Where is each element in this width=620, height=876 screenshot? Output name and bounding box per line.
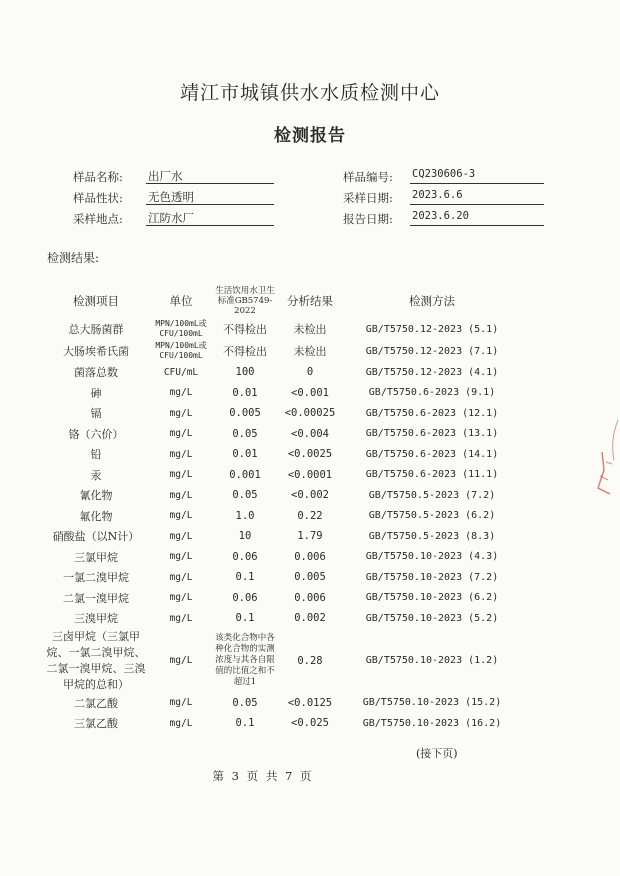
sample-no-label: 样品编号:: [343, 170, 393, 184]
cell-method: GB/T5750.12-2023 (5.1): [365, 323, 499, 335]
cell-unit: mg/L: [169, 407, 193, 419]
cell-unit: mg/L: [169, 612, 193, 624]
cell-item: 总大肠菌群: [68, 323, 124, 336]
cell-standard: 100: [235, 366, 255, 379]
cell-unit: mg/L: [169, 448, 193, 460]
cell-standard: 1.0: [235, 509, 255, 522]
cell-method: GB/T5750.5-2023 (8.3): [368, 530, 496, 542]
cell-standard: 0.1: [235, 717, 255, 730]
cell-result: 0.005: [294, 571, 326, 584]
cell-item: 砷: [90, 386, 102, 400]
cell-unit: mg/L: [169, 469, 193, 481]
cell-result: <0.0001: [287, 468, 333, 481]
table-row: [43, 547, 521, 568]
cell-standard: 不得检出: [223, 323, 267, 336]
results-section-label: 检测结果:: [47, 251, 100, 265]
cell-item: 三氯乙酸: [74, 717, 118, 731]
table-row: [43, 629, 521, 693]
header-result: 分析结果: [287, 294, 333, 308]
cell-method: GB/T5750.10-2023 (5.2): [365, 612, 499, 624]
cell-method: GB/T5750.10-2023 (1.2): [365, 655, 499, 666]
header-unit: 单位: [169, 294, 193, 308]
table-row: [43, 362, 521, 383]
table-row: [43, 424, 521, 445]
cell-method: GB/T5750.10-2023 (4.3): [365, 551, 499, 563]
cell-result: <0.0025: [287, 448, 333, 461]
cell-item: 一氯二溴甲烷: [63, 571, 129, 585]
table-row: [43, 526, 521, 547]
sample-no-value: CQ230606-3: [410, 168, 544, 184]
cell-result: 0.22: [297, 509, 323, 522]
page-number: 第 3 页 共 7 页: [212, 769, 314, 783]
cell-result: <0.025: [291, 717, 329, 730]
cell-unit: MPN/100mL或CFU/100mL: [155, 341, 207, 360]
results-table: [43, 284, 521, 734]
cell-result: 未检出: [293, 323, 327, 336]
table-row: [43, 403, 521, 424]
cell-item: 氰化物: [79, 489, 113, 503]
cell-result: 0.002: [294, 612, 326, 625]
sampling-place-value: 江防水厂: [146, 210, 274, 226]
cell-standard: 该类化合物中各种化合物的实测浓度与其各自限值的比值之和不超过1: [215, 633, 275, 687]
cell-result: <0.004: [291, 427, 329, 440]
cell-method: GB/T5750.6-2023 (9.1): [368, 387, 496, 399]
cell-unit: CFU/mL: [163, 366, 199, 378]
cell-method: GB/T5750.5-2023 (6.2): [368, 510, 496, 522]
cell-result: <0.00025: [284, 407, 336, 420]
cell-unit: mg/L: [169, 428, 193, 440]
cell-method: GB/T5750.10-2023 (6.2): [365, 592, 499, 604]
cell-method: GB/T5750.6-2023 (12.1): [365, 407, 499, 419]
report-date-label: 报告日期:: [343, 212, 393, 226]
header-method: 检测方法: [409, 294, 455, 308]
sample-name-label: 样品名称:: [73, 170, 123, 184]
cell-standard: 0.05: [232, 696, 258, 709]
table-row: [43, 444, 521, 465]
cell-standard: 0.05: [232, 427, 258, 440]
table-row: [43, 383, 521, 404]
cell-standard: 不得检出: [223, 345, 267, 358]
cell-item: 菌落总数: [74, 366, 118, 380]
cell-result: <0.001: [291, 386, 329, 399]
cell-unit: mg/L: [169, 571, 193, 583]
cell-result: 0.006: [294, 591, 326, 604]
cell-method: GB/T5750.6-2023 (13.1): [365, 428, 499, 440]
cell-result: <0.002: [291, 489, 329, 502]
cell-item: 氟化物: [79, 509, 113, 523]
cell-unit: mg/L: [169, 697, 193, 709]
sampling-date-label: 采样日期:: [343, 191, 393, 205]
cell-standard: 0.1: [235, 571, 255, 584]
cell-item: 铅: [90, 448, 102, 462]
report-title: 检测报告: [274, 126, 346, 146]
sampling-date-value: 2023.6.6: [410, 189, 544, 205]
cell-item: 二氯乙酸: [74, 696, 118, 710]
sample-trait-value: 无色透明: [146, 189, 274, 205]
cell-method: GB/T5750.12-2023 (7.1): [365, 345, 499, 357]
header-item: 检测项目: [73, 294, 119, 308]
table-row: [43, 588, 521, 609]
cell-standard: 0.1: [235, 612, 255, 625]
cell-unit: mg/L: [169, 489, 193, 501]
cell-standard: 0.05: [232, 489, 258, 502]
cell-method: GB/T5750.5-2023 (7.2): [368, 489, 496, 501]
continued-note: (接下页): [416, 747, 458, 760]
cell-standard: 0.06: [232, 591, 258, 604]
cell-result: 未检出: [293, 345, 327, 358]
cell-unit: mg/L: [169, 387, 193, 399]
cell-unit: MPN/100mL或CFU/100mL: [155, 319, 207, 338]
cell-result: 0.28: [297, 654, 323, 667]
table-row: [43, 713, 521, 734]
cell-standard: 0.06: [232, 550, 258, 563]
table-row: [43, 506, 521, 527]
cell-standard: 10: [238, 530, 252, 543]
cell-item: 二氯一溴甲烷: [63, 591, 129, 605]
cell-method: GB/T5750.10-2023 (7.2): [365, 571, 499, 583]
cell-unit: mg/L: [169, 530, 193, 542]
cell-item: 三溴甲烷: [74, 612, 118, 626]
cell-unit: mg/L: [169, 592, 193, 604]
header-standard: 生活饮用水卫生标准GB5749-2022: [215, 286, 275, 316]
cell-item: 铬（六价）: [68, 427, 124, 441]
cell-standard: 0.001: [229, 468, 261, 481]
cell-method: GB/T5750.12-2023 (4.1): [365, 366, 499, 378]
table-row: [43, 485, 521, 506]
table-row: [43, 693, 521, 714]
cell-standard: 0.005: [229, 407, 261, 420]
cell-standard: 0.01: [232, 386, 258, 399]
cell-item: 三卤甲烷（三氯甲烷、一氯二溴甲烷、二氯一溴甲烷、三溴甲烷的总和）: [46, 629, 146, 691]
table-row: [43, 567, 521, 588]
cell-item: 硝酸盐（以N计）: [52, 530, 140, 544]
cell-item: 汞: [90, 468, 102, 482]
cell-standard: 0.01: [232, 448, 258, 461]
cell-method: GB/T5750.10-2023 (15.2): [362, 697, 502, 709]
cell-item: 大肠埃希氏菌: [63, 345, 129, 358]
sample-trait-label: 样品性状:: [73, 191, 123, 205]
cell-item: 三氯甲烷: [74, 550, 118, 564]
seal-stamp-fragment-icon: [588, 400, 620, 510]
cell-result: 0: [306, 366, 314, 379]
table-row: [43, 465, 521, 486]
cell-unit: mg/L: [169, 551, 193, 563]
cell-result: <0.0125: [287, 696, 333, 709]
report-date-value: 2023.6.20: [410, 210, 544, 226]
sample-name-value: 出厂水: [146, 168, 274, 184]
cell-method: GB/T5750.10-2023 (16.2): [362, 717, 502, 729]
table-row: [43, 318, 521, 340]
cell-method: GB/T5750.6-2023 (14.1): [365, 448, 499, 460]
cell-method: GB/T5750.6-2023 (11.1): [365, 469, 499, 481]
cell-unit: mg/L: [169, 655, 193, 666]
table-row: [43, 608, 521, 629]
cell-item: 镉: [90, 407, 102, 421]
cell-result: 1.79: [297, 530, 323, 543]
cell-result: 0.006: [294, 550, 326, 563]
cell-unit: mg/L: [169, 717, 193, 729]
organization-name: 靖江市城镇供水水质检测中心: [179, 82, 440, 104]
sampling-place-label: 采样地点:: [73, 212, 123, 226]
cell-unit: mg/L: [169, 510, 193, 522]
table-row: [43, 340, 521, 362]
table-header-row: [43, 284, 521, 318]
